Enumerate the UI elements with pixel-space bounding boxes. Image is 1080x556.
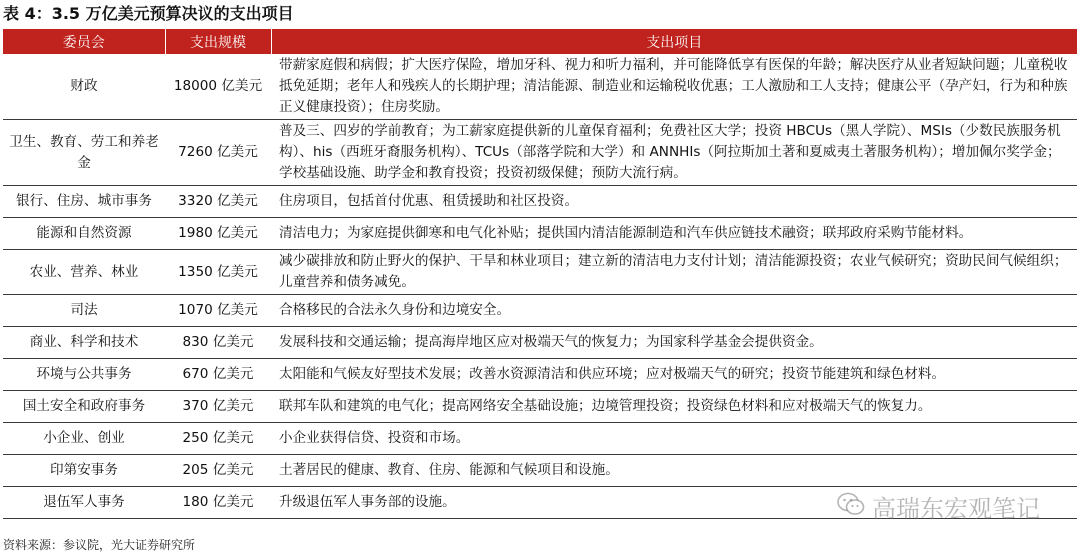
table-row [3, 327, 1077, 359]
items-cell: 发展科技和交通运输；提高海岸地区应对极端天气的恢复力；为国家科学基金会提供资金。 [271, 327, 1077, 359]
table-row [3, 250, 1077, 295]
items-cell: 住房项目，包括首付优惠、租赁援助和社区投资。 [271, 186, 1077, 218]
amount-cell: 670 亿美元 [165, 359, 271, 391]
header-committee: 委员会 [3, 29, 165, 54]
header-amount: 支出规模 [165, 29, 271, 54]
watermark-text: 高瑞东宏观笔记 [872, 495, 1040, 523]
table-row [3, 54, 1077, 120]
table-row [3, 455, 1077, 487]
amount-cell: 205 亿美元 [165, 455, 271, 487]
amount-cell: 18000 亿美元 [165, 54, 271, 120]
committee-cell: 退伍军人事务 [3, 487, 165, 519]
table-row [3, 218, 1077, 250]
table-row [3, 186, 1077, 218]
header-items: 支出项目 [271, 29, 1077, 54]
committee-cell: 印第安事务 [3, 455, 165, 487]
amount-cell: 1350 亿美元 [165, 250, 271, 295]
committee-cell: 国土安全和政府事务 [3, 391, 165, 423]
items-cell: 小企业获得信贷、投资和市场。 [271, 423, 1077, 455]
amount-cell: 180 亿美元 [165, 487, 271, 519]
watermark [836, 489, 1040, 524]
items-cell: 合格移民的合法永久身份和边境安全。 [271, 295, 1077, 327]
amount-cell: 250 亿美元 [165, 423, 271, 455]
amount-cell: 3320 亿美元 [165, 186, 271, 218]
items-cell: 联邦车队和建筑的电气化；提高网络安全基础设施；边境管理投资；投资绿色材料和应对极端天气的恢复力。 [271, 391, 1077, 423]
items-cell: 太阳能和气候友好型技术发展；改善水资源清洁和供应环境；应对极端天气的研究；投资节能建筑和绿色材料。 [271, 359, 1077, 391]
amount-cell: 370 亿美元 [165, 391, 271, 423]
items-cell: 普及三、四岁的学前教育；为工薪家庭提供新的儿童保育福利；免费社区大学；投资 HBCUs（黑人学院）、MSIs（少数民族服务机构）、his（西班牙裔服务机构）、TCUs（部落学院和大学）和 ANNHIs（阿拉斯加土著和夏威夷土著服务机构）；增加佩尔奖学金；学校基础设施、助学金和教育投资；投资初级保健；预防大流行病。 [271, 120, 1077, 186]
table-row [3, 295, 1077, 327]
amount-cell: 1070 亿美元 [165, 295, 271, 327]
committee-cell: 司法 [3, 295, 165, 327]
header-row [3, 29, 1077, 54]
committee-cell: 小企业、创业 [3, 423, 165, 455]
items-cell: 清洁电力；为家庭提供御寒和电气化补贴；提供国内清洁能源制造和汽车供应链技术融资；联邦政府采购节能材料。 [271, 218, 1077, 250]
table-row [3, 359, 1077, 391]
budget-table-container [3, 29, 1077, 519]
committee-cell: 环境与公共事务 [3, 359, 165, 391]
committee-cell: 商业、科学和技术 [3, 327, 165, 359]
wechat-icon [836, 491, 866, 523]
items-cell: 土著居民的健康、教育、住房、能源和气候项目和设施。 [271, 455, 1077, 487]
items-cell: 升级退伍军人事务部的设施。 [271, 487, 1077, 519]
budget-spending-table [3, 29, 1077, 519]
table-title: 表 4：3.5 万亿美元预算决议的支出项目 [3, 4, 294, 23]
amount-cell: 1980 亿美元 [165, 218, 271, 250]
committee-cell: 农业、营养、林业 [3, 250, 165, 295]
committee-cell: 银行、住房、城市事务 [3, 186, 165, 218]
table-row [3, 423, 1077, 455]
items-cell: 减少碳排放和防止野火的保护、干旱和林业项目；建立新的清洁电力支付计划；清洁能源投资；农业气候研究；资助民间气候组织；儿童营养和债务减免。 [271, 250, 1077, 295]
table-body [3, 54, 1077, 519]
table-row [3, 120, 1077, 186]
items-cell: 带薪家庭假和病假；扩大医疗保险，增加牙科、视力和听力福利，并可能降低享有医保的年龄；解决医疗从业者短缺问题；儿童税收抵免延期；老年人和残疾人的长期护理；清洁能源、制造业和运输税收优惠；工人激励和工人支持；健康公平（孕产妇，行为和种族正义健康投资）；住房奖励。 [271, 54, 1077, 120]
source-note: 资料来源：参议院，光大证券研究所 [3, 538, 196, 552]
amount-cell: 830 亿美元 [165, 327, 271, 359]
table-row [3, 391, 1077, 423]
committee-cell: 卫生、教育、劳工和养老金 [3, 120, 165, 186]
amount-cell: 7260 亿美元 [165, 120, 271, 186]
committee-cell: 能源和自然资源 [3, 218, 165, 250]
committee-cell: 财政 [3, 54, 165, 120]
table-header [3, 29, 1077, 54]
